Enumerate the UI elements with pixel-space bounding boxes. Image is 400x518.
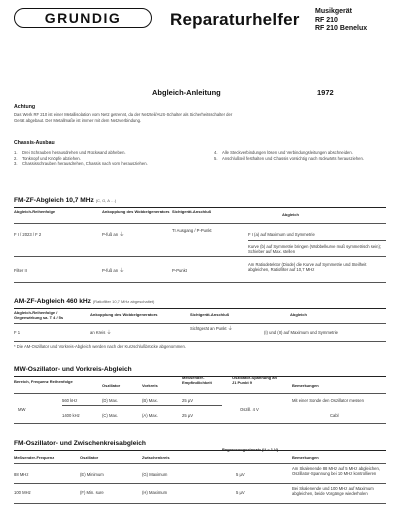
- fm-osc-end-rule: [14, 503, 386, 504]
- mw-title: MW-Oszillator- und Vorkreis-Abgleich: [14, 366, 132, 373]
- ground-symbol-icon: ⏚: [119, 268, 125, 274]
- am-zf-col-step: Abgleich-Reihenfolge / Gegenwirkung sa. T 4 / 5s: [14, 310, 64, 320]
- fm-zf-col-abg: Abgleich: [282, 212, 299, 217]
- mw-band: MW: [18, 407, 26, 412]
- mw-end-rule: [14, 423, 386, 424]
- fm-osc-row1-bem: Am Skalenende 88 MHz auf 5 MHz abgleichen, Oszillator-Spannung bei 10 MHz kontrollieren: [292, 466, 380, 476]
- fm-zf-row1-step: F I / 2023 / F 2: [14, 232, 42, 237]
- fm-osc-row2-osc: (F) Min. sure: [80, 490, 104, 495]
- fm-osc-row2-bem: Bei Skalenende und 100 MHz auf Maximum abgleichen, beide Vorgänge wiederholen: [292, 486, 374, 496]
- doc-heading: Abgleich-Anleitung: [152, 88, 221, 97]
- fm-osc-row1-beg: 5 µV: [236, 472, 245, 477]
- fm-zf-row1-sicht: TI Ausgang / P-Punkt: [172, 228, 212, 233]
- fm-zf-row3-abg: Am Ratiodetektor (Diode) die Kurve auf Symmetrie und Steilheit abgleichen, Ratiofilter auf 10,7 MHz: [248, 262, 367, 272]
- fm-zf-end-rule: [14, 282, 386, 283]
- fm-zf-title: FM-ZF-Abgleich 10,7 MHz (C, G, A …): [14, 197, 117, 204]
- mw-col-emp: Meßsender-Empfindlichkeit: [182, 375, 212, 385]
- am-zf-end-rule: [14, 341, 386, 342]
- mw-row2-emp: 25 µV: [182, 413, 194, 418]
- chassis-step-4: 4. Alle Steckverbindungen lösen und Verbindungsleitungen abschneiden.: [214, 150, 353, 155]
- am-zf-col-sicht: Sichtgerät-Anschluß: [190, 312, 230, 317]
- brand-logo: GRUNDIG: [14, 8, 152, 28]
- am-zf-rule: [14, 308, 386, 309]
- fm-osc-row1-freq: 88 MHz: [14, 472, 29, 477]
- chassis-step-1: 1. Drei Schrauben herausdrehen und Rückwand abheben.: [14, 150, 126, 155]
- model-name: RF 210: [315, 16, 338, 24]
- fm-osc-col-osc: Oszillator: [80, 455, 99, 460]
- fm-osc-row2-beg: 5 µV: [236, 490, 245, 495]
- fm-osc-col-bem: Bemerkungen: [292, 455, 319, 460]
- fm-zf-row3-sicht: P-Punkt: [172, 268, 187, 273]
- mw-col-band: Bereich, Frequenz Reihenfolge: [14, 379, 73, 384]
- achtung-title: Achtung: [14, 104, 36, 110]
- chassis-step-5: 5. Anschlußteil festhalten und Chassis vorsichtig nach rückwärts herausziehen.: [214, 155, 364, 161]
- fm-osc-row-divider: [14, 483, 386, 484]
- mw-row1-freq: 560 kHz: [62, 398, 78, 403]
- doc-year: 1972: [317, 88, 334, 97]
- ground-symbol-icon: ⏚: [119, 232, 125, 238]
- am-zf-title: AM-ZF-Abgleich 460 kHz (Ratiofilter 10,7 MHz abgeschaltet): [14, 298, 155, 305]
- am-zf-col-ank: Ankopplung des Wobbelgenerators: [90, 312, 158, 317]
- mw-col-osc: Oszillator: [102, 383, 121, 388]
- fm-osc-row2-zw: (H) Maximum: [142, 490, 168, 495]
- ground-symbol-icon: ⏚: [227, 326, 233, 332]
- fm-osc-row1-osc: (E) Minimum: [80, 472, 104, 477]
- mw-col-bem: Bemerkungen: [292, 383, 319, 388]
- fm-osc-divider: [14, 463, 386, 464]
- fm-zf-divider-2: [248, 240, 386, 241]
- mw-row2-osc: (C) Max.: [102, 413, 119, 418]
- chassis-title: Chassis-Ausbau: [14, 140, 55, 146]
- ground-symbol-icon: ⏚: [106, 330, 112, 336]
- chassis-list-right: [214, 150, 386, 161]
- mw-row-divider: [62, 405, 222, 406]
- fm-zf-row2-abg: Kurve (b) auf Symmetrie bringen (Wobbelkurve muß symmetrisch sein); Schieber auf Max. stellen: [248, 244, 382, 254]
- chassis-list-left: [14, 150, 194, 167]
- model-list: [315, 8, 367, 34]
- am-zf-col-abg: Abgleich: [290, 312, 307, 317]
- mw-row1-bem: Mit einer Sonde den Oszillator messen: [292, 398, 364, 403]
- model-variant: RF 210 Benelux: [315, 25, 368, 32]
- am-zf-row1-abg: (I) und (II) auf Maximum und Symmetrie: [264, 330, 338, 335]
- achtung-text: Das Werk RF 210 ist einer Metallisolation vom Netz getrennt, da der Netzteil/AUS-Schalter als Sicherheitsschalter der Gerät abgebaut. Der Metallmaße ist immer mit dem Netzverbindung.: [14, 112, 233, 123]
- am-zf-divider: [14, 323, 386, 324]
- fm-osc-col-zw: Zwischenkreis: [142, 455, 170, 460]
- am-zf-note: * Die AM-Oszillator und Vorkreis-Abgleich werden nach der Kurzschlußbrücke abgenommen.: [14, 344, 187, 349]
- mw-row1-vor: (B) Max.: [142, 398, 158, 403]
- fm-zf-row3-ank: P-fuß an ⏚: [102, 268, 125, 274]
- page-title: Reparaturhelfer: [170, 10, 300, 29]
- mw-row1-emp: 25 µV: [182, 398, 194, 403]
- mw-row2-spg: Oszill. 4 V: [240, 407, 259, 412]
- mw-row2-freq: 1400 kHz: [62, 413, 80, 418]
- am-zf-row1-step: F 1: [14, 330, 21, 335]
- fm-osc-row1-zw: (G) Maximum: [142, 472, 168, 477]
- fm-zf-col-ank: Ankopplung des Wobbelgenerators: [102, 209, 170, 214]
- fm-zf-divider: [14, 223, 386, 224]
- fm-zf-row3-step: Filter II: [14, 268, 27, 273]
- mw-row1-osc: (D) Max.: [102, 398, 119, 403]
- fm-zf-col-sicht: Sichtgerät-Anschluß: [172, 209, 212, 214]
- fm-zf-divider-3: [14, 256, 386, 257]
- fm-zf-rule: [14, 207, 386, 208]
- chassis-step-3: 3. Chassisschrauben herausdrehen, Chassis nach vorn herausziehen.: [14, 161, 148, 167]
- fm-osc-col-beg: Begrenzungseinsatz (U = 1 V): [222, 447, 279, 452]
- mw-row2-vor: (A) Max.: [142, 413, 158, 418]
- chassis-step-2: 2. Tonknopf und Knöpfe abziehen.: [14, 155, 81, 161]
- mw-col-spg: Oszillator-Spannung an J1 Punkt 9: [232, 375, 277, 385]
- model-type: Musikgerät: [315, 8, 352, 15]
- fm-osc-col-freq: Meßsender-Frequenz: [14, 455, 55, 460]
- mw-divider: [14, 393, 386, 394]
- fm-osc-row2-freq: 100 MHz: [14, 490, 31, 495]
- fm-zf-row1-abg: F I (a) auf Maximum und Symmetrie: [248, 232, 315, 237]
- mw-col-vor: Vorkreis: [142, 383, 158, 388]
- fm-zf-row1-ank: P-fuß an ⏚: [102, 232, 125, 238]
- am-zf-row1-sicht: Sichtgerät an Punkt ⏚: [190, 326, 233, 332]
- mw-row2-bem: Cabl: [330, 413, 339, 418]
- am-zf-row1-ank: an Kreis ⏚: [90, 330, 112, 336]
- fm-osc-title: FM-Oszillator- und Zwischenkreisabgleich: [14, 440, 146, 447]
- fm-zf-col-step: Abgleich-Reihenfolge: [14, 209, 56, 214]
